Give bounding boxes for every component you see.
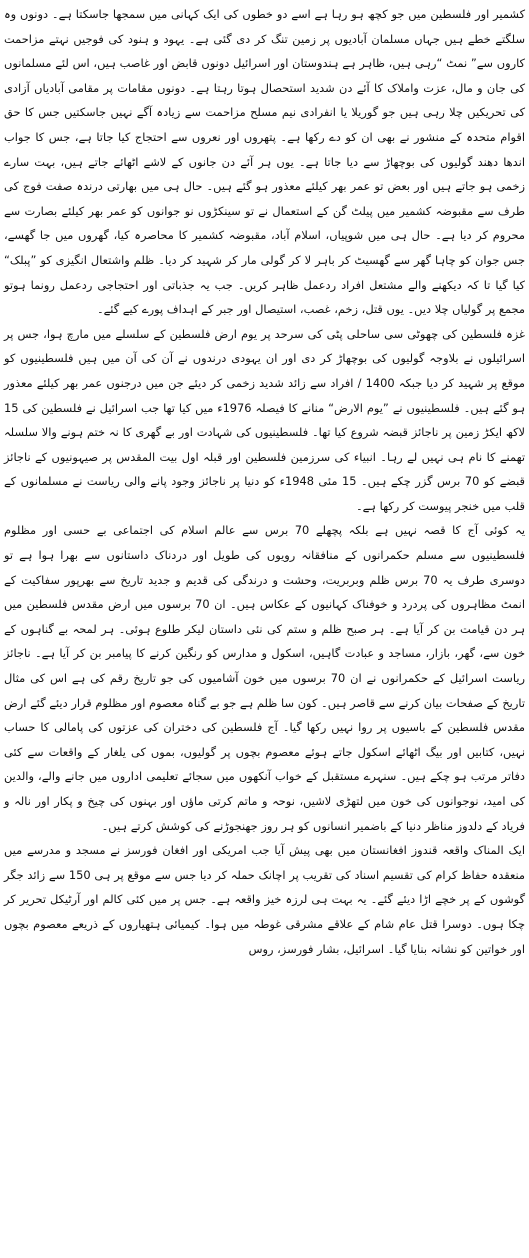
article-paragraph: ایک المناک واقعہ قندوز افغانستان میں بھی پیش آیا جب امریکی اور افغان فورسز نے مسجد و مدرسے میں منعقدہ حفاظ کرام کی تقسیم اسناد کی تقریب پر اچانک حملہ کر دیا جس سے موقع پر ہی 150 سے زائد جگر گوشوں کے پر خچے اڑا دیئے گئے۔ یہ بہت ہی لرزہ خیز واقعہ ہے۔ جس پر میں کئی کالم اور آرٹیکل تحریر کر چکا ہوں۔ دوسرا قتل عام شام کے علاقے مشرقی غوطہ میں ہوا۔ کیمیائی ہتھیاروں کے ذریعے معصوم بچوں اور خواتین کو نشانہ بنایا گیا۔ اسرائیل، بشار فورسز، روس xyxy=(4,843,525,956)
article-paragraph: غزہ فلسطین کی چھوٹی سی ساحلی پٹی کی سرحد پر یوم ارض فلسطین کے سلسلے میں مارچ ہوا، جس پر اسرائیلوں نے بلاوجہ گولیوں کی بوچھاڑ کر دی اور ان یہودی درندوں نے آن کی آن میں ہیں فلسطینیوں کو موقع پر شہید کر دیا جبکہ 1400 / افراد سے زائد شدید زخمی کر دیئے جن میں درجنوں عمر بھر کیلئے معذور ہو گئے ہیں۔ فلسطینیوں نے ”یوم الارض“ منانے کا فیصلہ 1976ء میں کیا تھا جب اسرائیل نے فلسطین کی 15 لاکھ ایکڑ زمین پر ناجائز قبضہ شروع کیا تھا۔ فلسطینیوں کی شہادت اور بے گھری کا نہ ختم ہونے والا سلسلہ تھمنے کا نام ہی نہیں لے رہا۔ انبیاء کی سرزمین فلسطین اور قبلہ اول بیت المقدس پر صیہونیوں کے ناجائز قبضے کو 70 برس گزر چکے ہیں۔ 15 مئی 1948ء کو دنیا پر ناجائز وجود پانے والی ریاست نے مسلمانوں کے قلب میں خنجر پیوست کر رکھا ہے۔ xyxy=(4,326,526,513)
article-paragraph: یہ کوئی آج کا قصہ نہیں ہے بلکہ پچھلے 70 برس سے عالم اسلام کی اجتماعی بے حسی اور مظلوم فلسطینیوں سے مسلم حکمرانوں کے منافقانہ رویوں کی طویل اور دردناک داستانوں سے بھرا ہوا ہے تو دوسری طرف یہ 70 برس ظلم وبربریت، وحشت و درندگی کی قدیم و جدید تاریخ سے بھرپور سفاکیت کے انمٹ مظاہروں کی پردرد و خوفناک کہانیوں کے عکاس ہیں۔ ان 70 برسوں میں ارض مقدس فلسطین میں ہر دن قیامت بن کر آیا ہے۔ ہر صبح ظلم و ستم کی نئی داستان لیکر طلوع ہوئی۔ ہر لمحہ بے گناہوں کے خون سے، گھر، بازار، مساجد و عبادت گاہیں، اسکول و مدارس کو رنگین کرنے کا پیامبر بن کر آیا ہے۔ ناجائز ریاست اسرائیل کے حکمرانوں نے ان 70 برسوں میں خون آشامیوں کی جو تاریخ رقم کی ہے اس کی مثال تاریخ کے صفحات بیان کرنے سے قاصر ہیں۔ کون سا ظلم ہے جو بے گناہ معصوم اور مظلوم قرار دیئے گئے ارض مقدس فلسطین کے باسیوں پر روا نہیں رکھا گیا۔ آج فلسطین کی دختران کی عزتوں کی پامالی کا حساب نہیں، کتابیں اور بیگ اٹھائے اسکول جاتے ہوئے معصوم بچوں پر گولیوں، بموں کی یلغار کے واقعات سے کئی دفاتر مرتب ہو چکے ہیں۔ سنہرے مستقبل کے خواب آنکھوں میں سجائے تعلیمی اداروں میں جانے والے، والدین کی امید، نوجوانوں کی خون میں لتھڑی لاشیں، نوحہ و ماتم کرتی ماؤں اور بہنوں کی چیخ و پکار اور نالہ و فریاد کے دلدوز مناظر دنیا کے باضمیر انسانوں کو ہر روز جھنجوڑنے کی کوشش کرتے ہیں۔ xyxy=(4,523,525,833)
article-paragraph: کشمیر اور فلسطین میں جو کچھ ہو رہا ہے اسے دو خطوں کی ایک کہانی میں سمجھا جاسکتا ہے۔ دونوں وہ سلگتے خطے ہیں جہاں مسلمان آبادیوں پر زمین تنگ کر دی گئی ہے۔ یہود و ہنود کی فوجیں نہتے مزاحمت کاروں سے” نمٹ “رہی ہیں، ظاہر ہے ہندوستان اور اسرائیل دونوں قابض اور غاصب ہیں، اس لئے مسلمانوں کی جان و مال، عزت واملاک کا آئے دن شدید استحصال ہوتا رہتا ہے۔ دونوں مقامات پر مقامی آبادیاں آزادی کی تحریکیں چلا رہی ہیں جو گوریلا یا انفرادی نیم مسلح مزاحمت سے زیادہ آگے نہیں جاسکتیں جس کا حق اقوام متحدہ کے منشور نے بھی ان کو دے رکھا ہے۔ پتھروں اور نعروں سے احتجاج کیا جاتا ہے، جس کا جواب اندھا دھند گولیوں کی بوچھاڑ سے دیا جاتا ہے۔ یوں ہر آئے دن جانوں کے لاشے اٹھائے جاتے ہیں، بہت سارے زخمی ہو جاتے ہیں اور بعض تو عمر بھر کیلئے معذور ہو گئے ہیں۔ حال ہی میں بھارتی درندہ صفت فوج کی طرف سے مقبوضہ کشمیر میں پیلٹ گن کے استعمال نے تو سینکڑوں نو جوانوں کو عمر بھر کیلئے بصارت سے محروم کر دیا ہے۔ حال ہی میں شوپیاں، اسلام آباد، مقبوضہ کشمیر کا محاصرہ کیا، گھروں میں جا گھسے، جس جوان کو چاہا گھر سے گھسیٹ کر باہر لا کر گولی مار کر شہید کر دیا۔ ظلم واشتعال انگیزی کو ”پبلک“ کیا گیا تا کہ دیکھنے والے مشتعل افراد ردعمل ظاہر کریں۔ جب یہ جذباتی اور احتجاجی ردعمل رونما ہوتو مجمع پر گولیاں چلا دیں۔ یوں قتل، زخم، غصب، استیصال اور جبر کے اہداف پورے کیے گئے۔ xyxy=(4,7,525,317)
